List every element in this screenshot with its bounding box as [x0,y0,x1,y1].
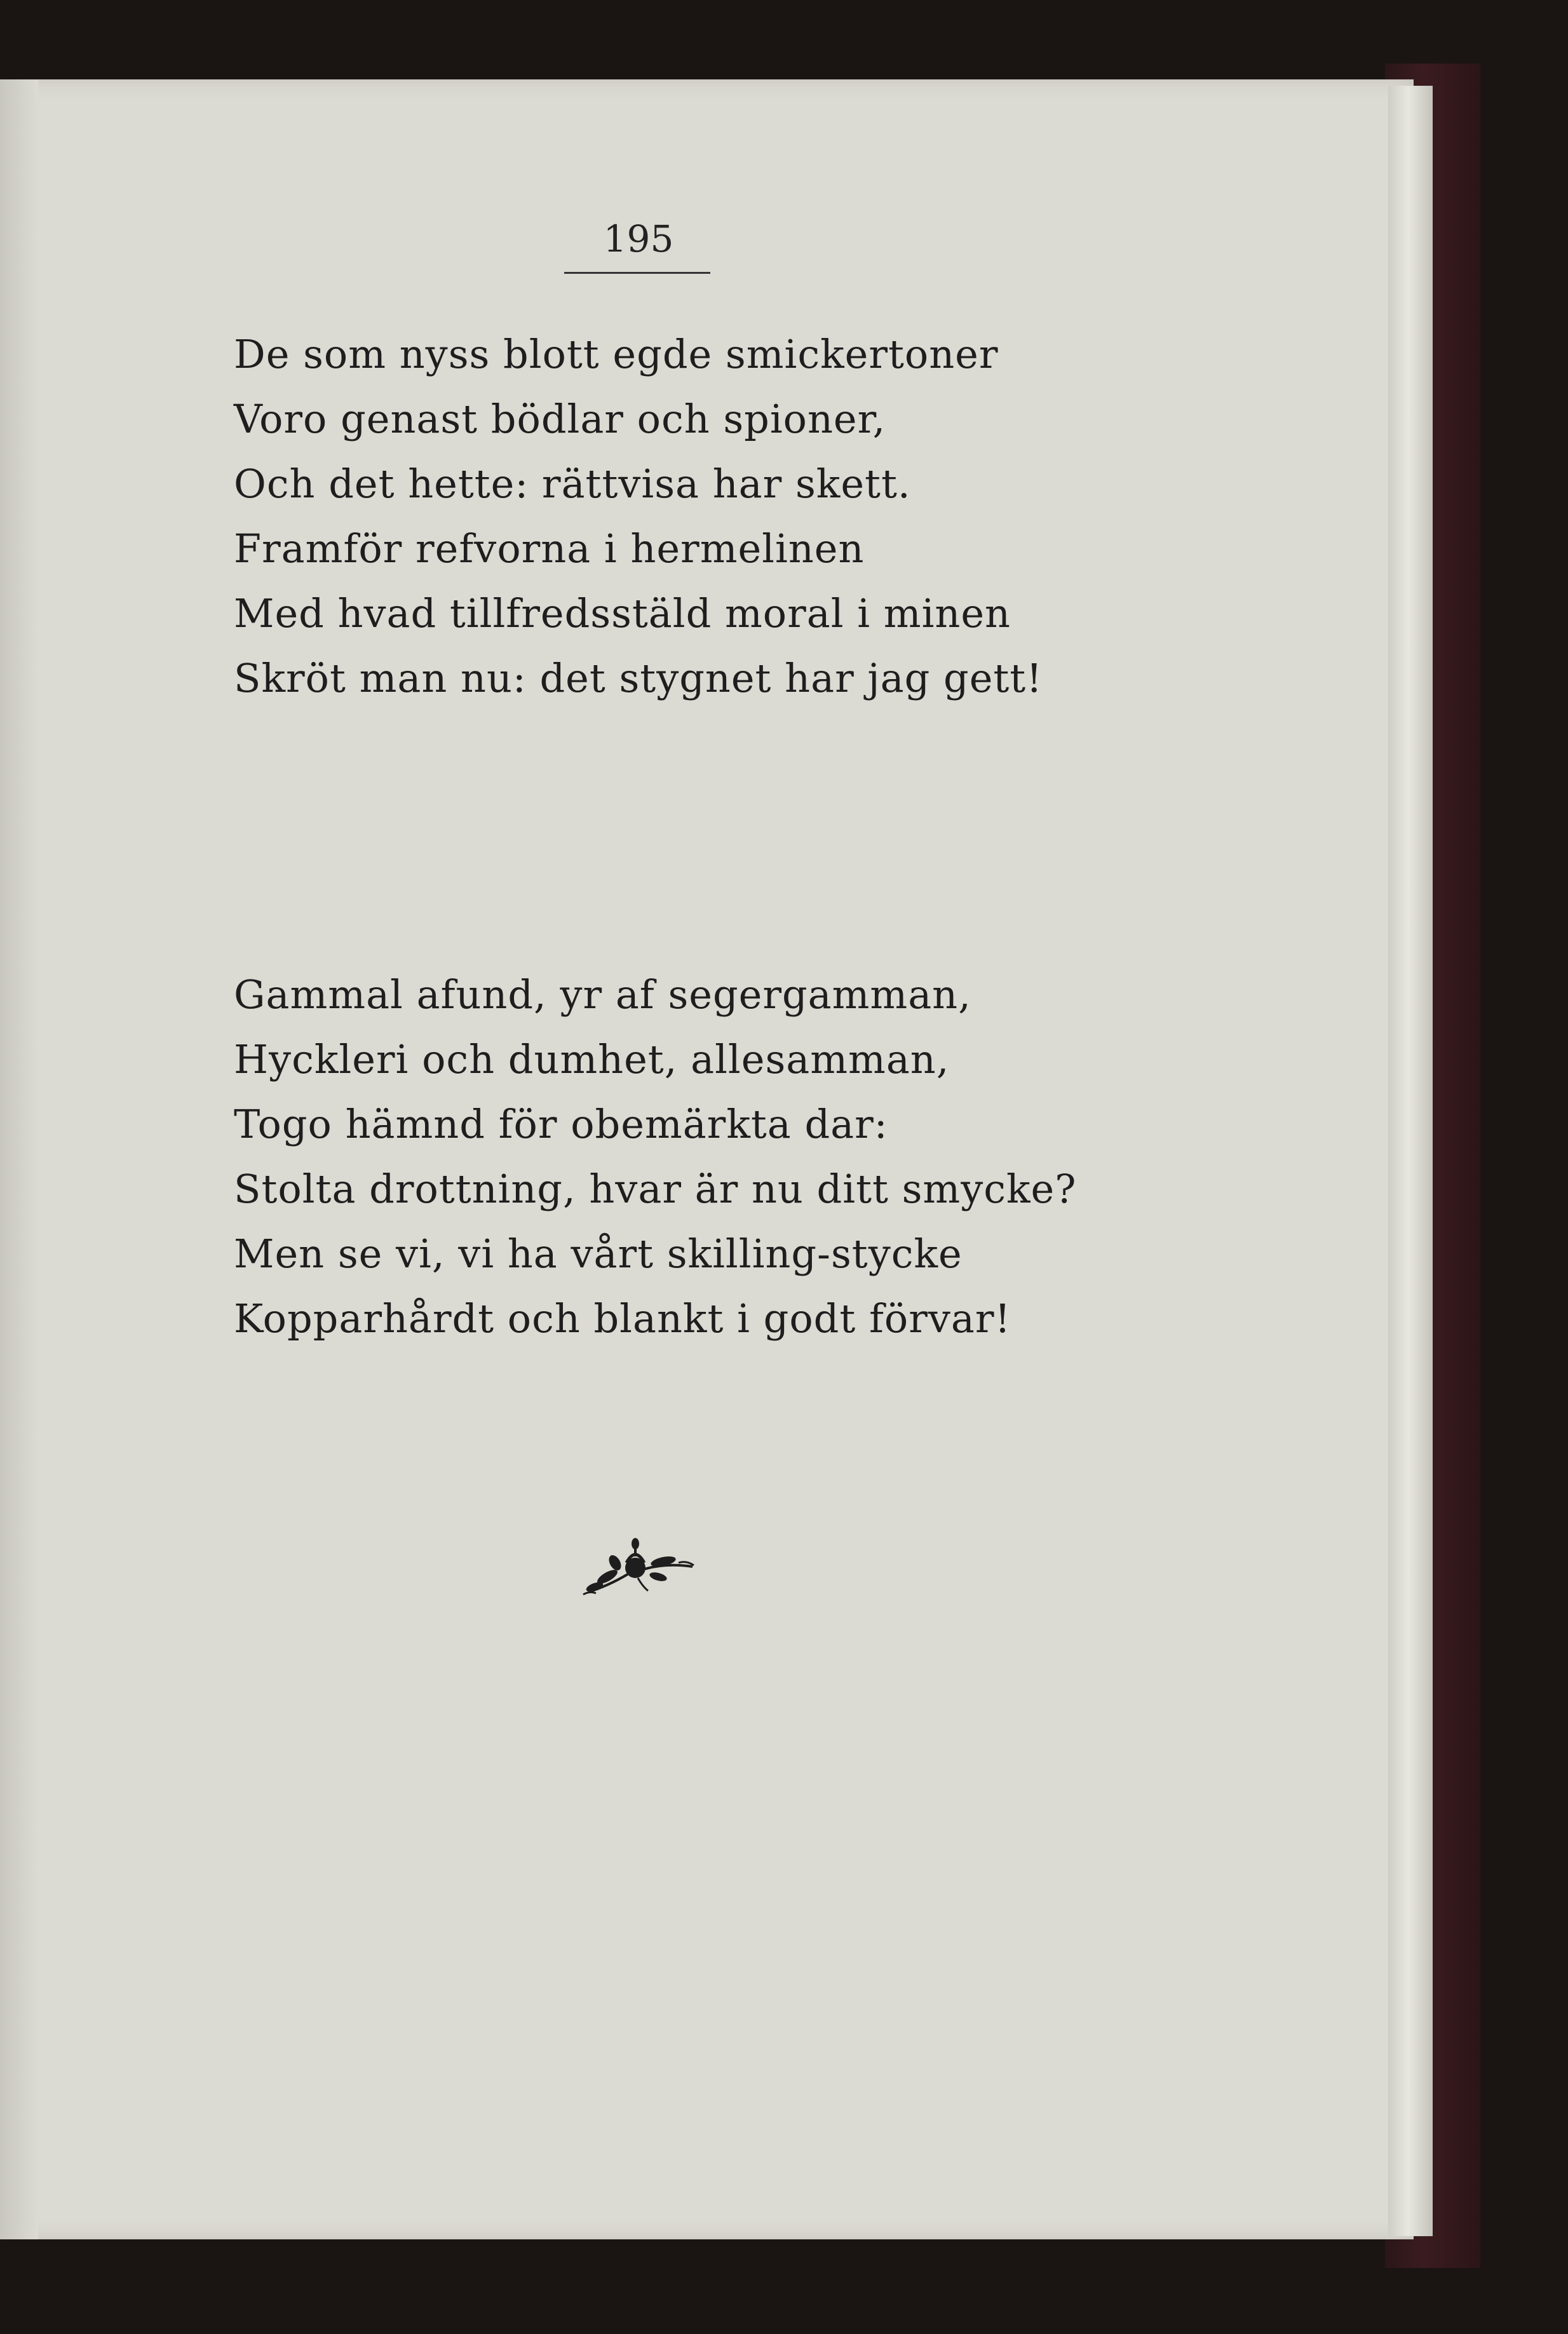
verse-line: Stolta drottning, hvar är nu ditt smycke? [234,1166,1077,1212]
verse-line: Voro genast bödlar och spioner, [234,396,886,442]
page-gutter [0,79,38,2239]
page-fore-edge [1388,86,1433,2236]
verse-line: Skröt man nu: det stygnet har jag gett! [234,655,1043,701]
verse-line: Och det hette: rättvisa har skett. [234,461,911,507]
verse-line: Framför refvorna i hermelinen [234,525,865,572]
stanza-1 [234,322,1043,711]
verse-line: Hyckleri och dumhet, allesamman, [234,1036,950,1083]
verse-line: De som nyss blott egde smickertoner [234,331,999,377]
verse-line: Gammal afund, yr af segergamman, [234,971,971,1018]
stanza-2 [234,962,1076,1351]
floral-vignette-icon [577,1537,698,1601]
verse-line: Men se vi, vi ha vårt skilling-stycke [234,1231,963,1277]
verse-line: Togo hämnd för obemärkta dar: [234,1101,888,1147]
header-rule [564,272,710,274]
page-number: 195 [603,217,674,260]
verse-line: Kopparhårdt och blankt i godt förvar! [234,1295,1011,1342]
verse-line: Med hvad tillfredsstäld moral i minen [234,590,1011,637]
